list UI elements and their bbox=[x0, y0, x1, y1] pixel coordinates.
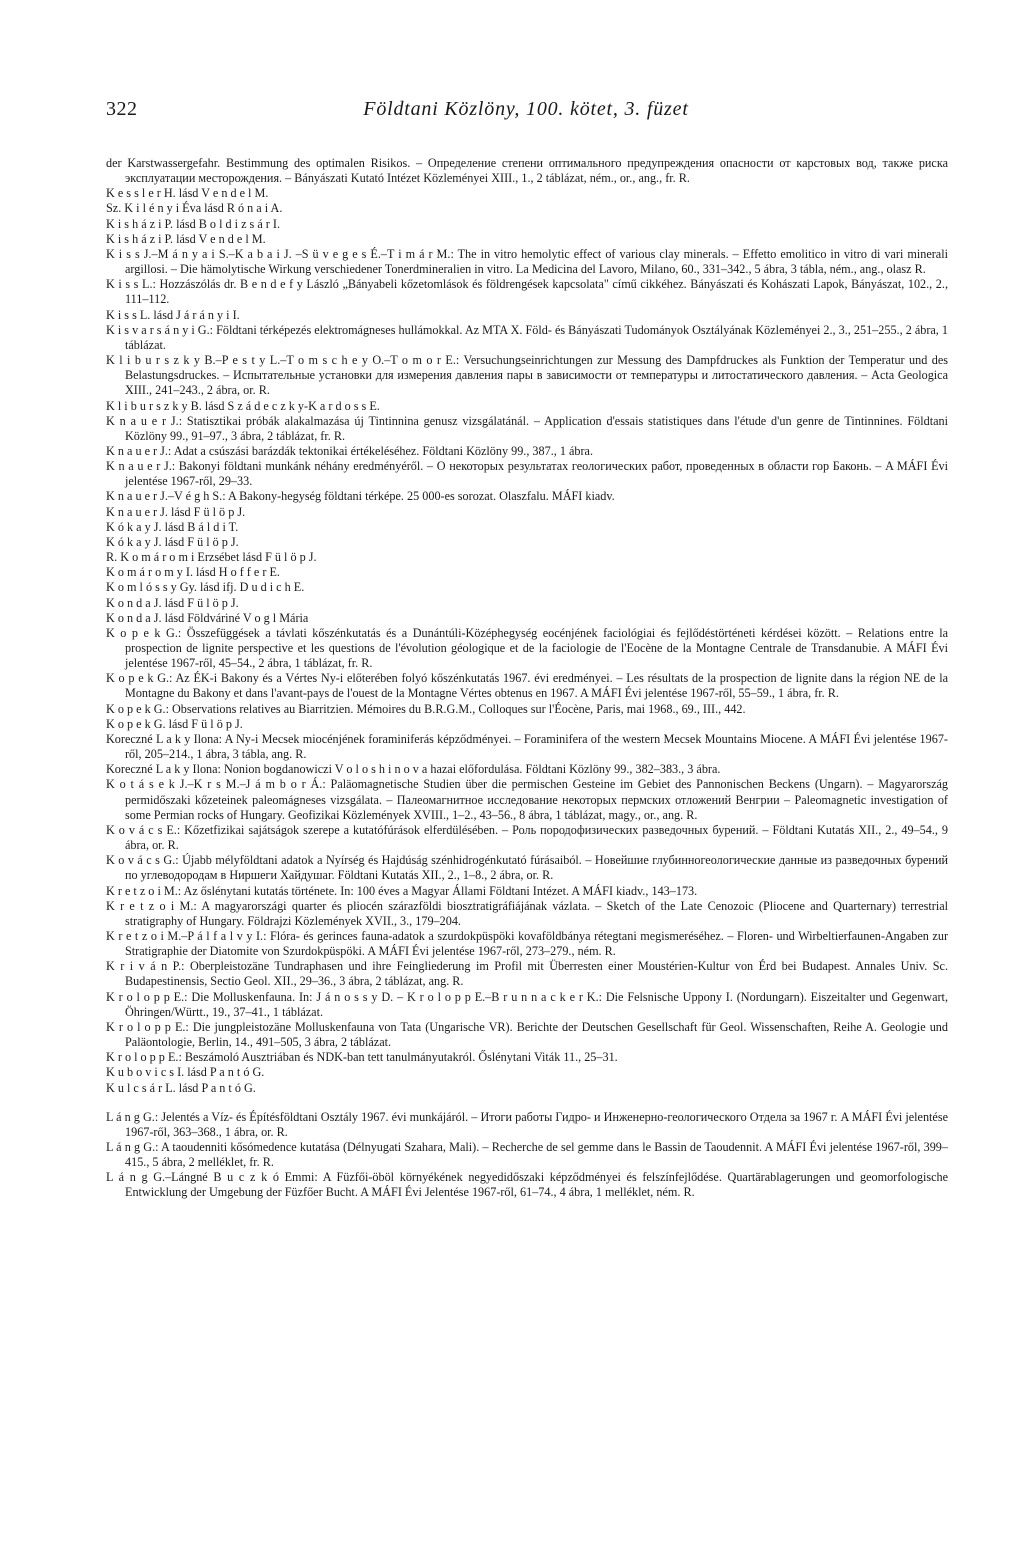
bibliography-entry: K r o l o p p E.: Beszámoló Ausztriában és NDK-ban tett tanulmányutakról. Őslénytani Viták 11., 25–31. bbox=[106, 1050, 618, 1065]
bibliography-entry: K o p e k G. lásd F ü l ö p J. bbox=[106, 716, 243, 731]
bibliography-entry: R. K o m á r o m i Erzsébet lásd F ü l ö p J. bbox=[106, 550, 317, 565]
bibliography-entry: K n a u e r J.: Adat a csúszási barázdák tektonikai értékeléséhez. Földtani Közlöny 99., 387., 1 ábra. bbox=[106, 443, 594, 458]
bibliography-entry: K o v á c s E.: Kőzetfizikai sajátságok szerepe a kutatófúrások elferdülésében. – Роль породофизических разведочных бурений. – Földtani Kutatás XII., 2., 49–54., 9 ábra, or. R. bbox=[106, 822, 948, 853]
bibliography-entry: K r e t z o i M.: Az őslénytani kutatás története. In: 100 éves a Magyar Állami Földtani Intézet. A MÁFI kiadv., 143–173. bbox=[106, 883, 698, 898]
bibliography-entry: L á n g G.: Jelentés a Víz- és Építésföldtani Osztály 1967. évi munkájáról. – Итоги работы Гидро- и Инженерно-геологического Отдела за 1967 г. A MÁFI Évi jelentése 1967-ről, 363–368., 1 ábra, or. R. bbox=[106, 1109, 948, 1139]
bibliography-entry: K n a u e r J.: Bakonyi földtani munkánk néhány eredményéről. – О некоторых результатах геологических работ, проведенных в области гор Баконь. – A MÁFI Évi jelentése 1967-ről, 29–33. bbox=[106, 459, 948, 489]
bibliography-entry: K o p e k G.: Összefüggések a távlati kőszénkutatás és a Dunántúli-Középhegység eocénjének faciológiai és fejlődéstörténeti kérdései között. – Relations entre la prospection de lignite perspective et les questions de l'évolution géologique et de la faciologie de l'Eocène de la Montagne Centrale de Transdanubie. A MÁFI Évi jelentése 1967-ről, 45–54., 2 ábra, 1 táblázat, fr. R. bbox=[106, 625, 948, 671]
bibliography-entry: K u b o v i c s I. lásd P a n t ó G. bbox=[106, 1065, 265, 1080]
bibliography-entry: K i s s L.: Hozzászólás dr. B e n d e f y László „Bányabeli kőzetomlások és földrengések kapcsolata" című cikkéhez. Bányászati és Kohászati Lapok, Bányászat, 102., 2., 111–112. bbox=[106, 277, 948, 307]
bibliography-entry: K o n d a J. lásd Földváriné V o g l Mária bbox=[106, 610, 309, 625]
page-header bbox=[106, 98, 946, 128]
bibliography-entry: K i s s L. lásd J á r á n y i I. bbox=[106, 307, 240, 322]
bibliography-entry: K l i b u r s z k y B.–P e s t y L.–T o m s c h e y O.–T o m o r E.: Versuchungseinrichtungen zur Messung des Dampfdruckes als Funktion der Temperatur und des Belastungsdruckes. – Испытательные установки для измерения давления пары в зависимости от температуры и литостатического давления. – Acta Geologica XIII., 241–243., 2 ábra, or. R. bbox=[106, 353, 948, 398]
bibliography-entry: K i s v a r s á n y i G.: Földtani térképezés elektromágneses hullámokkal. Az MTA X. Föld- és Bányászati Tudományok Osztályának Közleményei 2., 3., 251–255., 2 ábra, 1 táblázat. bbox=[106, 322, 948, 352]
bibliography-entry: K r e t z o i M.–P á l f a l v y I.: Flóra- és gerinces fauna-adatok a szurdokpüspöki kovaföldbánya rétegtani megismeréséhez. – Floren- und Wirbeltierfaunen-Angaben zur Stratigraphie der Diatomite von Szurdokpüspöki. A MÁFI Évi jelentése 1967-ről, 273–279., ném. R. bbox=[106, 928, 948, 959]
bibliography-entry: K n a u e r J.–V é g h S.: A Bakony-hegység földtani térképe. 25 000-es sorozat. Olaszfalu. MÁFI kiadv. bbox=[106, 489, 615, 504]
bibliography-entry: K i s h á z i P. lásd V e n d e l M. bbox=[106, 231, 266, 246]
bibliography-entry: der Karstwassergefahr. Bestimmung des optimalen Risikos. – Определение степени оптимального предупреждения опасности от карстовых вод, также риска эксплуатации месторождения. – Bányászati Kutató Intézet Közleményei XIII., 1., 2 táblázat, ném., or., ang., fr. R. bbox=[106, 156, 948, 186]
bibliography-entry: K u l c s á r L. lásd P a n t ó G. bbox=[106, 1080, 256, 1095]
bibliography-entry: K i s s J.–M á n y a i S.–K a b a i J. –S ü v e g e s É.–T i m á r M.: The in vitro hemolytic effect of various clay minerals. – Effetto emolitico in vitro di vari minerali argillosi. – Die hämolytische Wirkung verschiedener Tonerdmineralien in vitro. La Medicina del Lavoro, Milano, 60., 331–342., 5 ábra, 3 tábla, ném., ang., olasz R. bbox=[106, 246, 948, 277]
bibliography-entry: K l i b u r s z k y B. lásd S z á d e c z k y-K a r d o s s E. bbox=[106, 398, 380, 413]
bibliography-entry: Koreczné L a k y Ilona: A Ny-i Mecsek miocénjének foraminiferás képződményei. – Foraminifera of the western Mecsek Mountains Miocene. A MÁFI Évi jelentése 1967-ről, 205–214., 1 ábra, 3 tábla, ang. R. bbox=[106, 731, 948, 762]
bibliography-entry: Sz. K i l é n y i Éva lásd R ó n a i A. bbox=[106, 201, 283, 216]
bibliography-entry: K o m á r o m y I. lásd H o f f e r E. bbox=[106, 565, 280, 580]
bibliography-entry: K o v á c s G.: Újabb mélyföldtani adatok a Nyírség és Hajdúság szénhidrogénkutató fúrásaiból. – Новейшие глубинногеологические данные из разведочных бурений по углеводородам в Ниршеги Хайдушаг. Földtani Kutatás XII., 2., 1–8., 2 ábra, or. R. bbox=[106, 853, 948, 883]
bibliography-entry: K r e t z o i M.: A magyarországi quarter és pliocén szárazföldi biosztratigráfiájának vázlata. – Sketch of the Late Cenozoic (Pliocene and Quarternary) terrestrial stratigraphy of Hungary. Földrajzi Közlemények XVII., 3., 179–204. bbox=[106, 898, 948, 928]
running-title: Földtani Közlöny, 100. kötet, 3. füzet bbox=[363, 98, 689, 120]
bibliography-entry: L á n g G.: A taoudenniti kősómedence kutatása (Délnyugati Szahara, Mali). – Recherche de sel gemme dans le Bassin de Taoudennit. A MÁFI Évi jelentése 1967-ről, 399–415., 5 ábra, 2 melléklet, fr. R. bbox=[106, 1140, 948, 1170]
bibliography-entry: K n a u e r J.: Statisztikai próbák alakalmazása új Tintinnina genusz vizsgálatánál. – Application d'essais statistiques dans l'étude d'un genre de Tintinnines. Földtani Közlöny 99., 91–97., 3 ábra, 2 táblázat, fr. R. bbox=[106, 413, 948, 443]
bibliography-entry: K i s h á z i P. lásd B o l d i z s á r I. bbox=[106, 216, 280, 231]
bibliography-entry: K ó k a y J. lásd B á l d i T. bbox=[106, 519, 239, 534]
bibliography-entry: K o m l ó s s y Gy. lásd ifj. D u d i c h E. bbox=[106, 580, 305, 595]
bibliography-entry: K ó k a y J. lásd F ü l ö p J. bbox=[106, 534, 239, 549]
bibliography-list bbox=[106, 156, 948, 1201]
bibliography-entry: K e s s l e r H. lásd V e n d e l M. bbox=[106, 186, 269, 201]
page-number: 322 bbox=[106, 98, 138, 120]
bibliography-entry: L á n g G.–Lángné B u c z k ó Emmi: A Füzfői-öböl környékének negyedidőszaki képződményei és felszínfejlődése. Quartärablagerungen und geomorfologische Entwicklung der Umgebung der Füzfőer Bucht. A MÁFI Évi Jelentése 1967-ről, 61–74., 4 ábra, 1 melléklet, ném. R. bbox=[106, 1170, 948, 1200]
bibliography-entry: K o p e k G.: Observations relatives au Biarritzien. Mémoires du B.R.G.M., Colloques sur l'Éocène, Paris, mai 1968., 69., III., 442. bbox=[106, 701, 746, 716]
bibliography-entry: K r o l o p p E.: Die jungpleistozäne Molluskenfauna von Tata (Ungarische VR). Berichte der Deutschen Gesellschaft für Geol. Wissenschaften, Reihe A. Geologie und Paläontologie, Berlin, 14., 491–505, 3 ábra, 2 táblázat. bbox=[106, 1019, 948, 1050]
bibliography-entry: Koreczné L a k y Ilona: Nonion bogdanowiczi V o l o s h i n o v a hazai előfordulása. Földtani Közlöny 99., 382–383., 3 ábra. bbox=[106, 762, 721, 777]
bibliography-entry: K r i v á n P.: Oberpleistozäne Tundraphasen und ihre Feingliederung im Profil mit Überresten einer Moustérien-Kultur von Érd bei Budapest. Annales Univ. Sc. Budapestinensis, Sectio Geol. XII., 29–36., 3 ábra, 2 táblázat, ang. R. bbox=[106, 959, 948, 989]
bibliography-entry: K o p e k G.: Az ÉK-i Bakony és a Vértes Ny-i előterében folyó kőszénkutatás 1967. évi eredményei. – Les résultats de la prospection de lignite dans la région NE de la Montagne du Bakony et dans l'avant-pays de l'ouest de la Montagne Vértes obtenus en 1967. A MÁFI Évi jelentése 1967-ről, 55–59., 1 ábra, fr. R. bbox=[106, 671, 948, 701]
bibliography-entry: K o n d a J. lásd F ü l ö p J. bbox=[106, 595, 239, 610]
bibliography-entry: K o t á s e k J.–K r s M.–J á m b o r Á.: Paläomagnetische Studien über die permischen Gesteine im Gebiet des Pannonischen Beckens (Ungarn). – Magyarország permidőszaki kőzeteinek paleomágneses vizsgálata. – Палеомагнитное исследование некоторых пермских отложений Венгрии – Paleomagnetic investigation of some Permian rocks of Hungary. Geofizikai Közlemények XVIII., 1–2., 43–56., 8 ábra, 1 táblázat, magy., or., ang. R. bbox=[106, 777, 948, 822]
bibliography-entry: K n a u e r J. lásd F ü l ö p J. bbox=[106, 504, 246, 519]
bibliography-entry: K r o l o p p E.: Die Molluskenfauna. In: J á n o s s y D. – K r o l o p p E.–B r u n n a c k e r K.: Die Felsnische Uppony I. (Nordungarn). Eiszeitalter und Gegenwart, Öhringen/Württ., 19., 37–41., 1 táblázat. bbox=[106, 989, 948, 1019]
